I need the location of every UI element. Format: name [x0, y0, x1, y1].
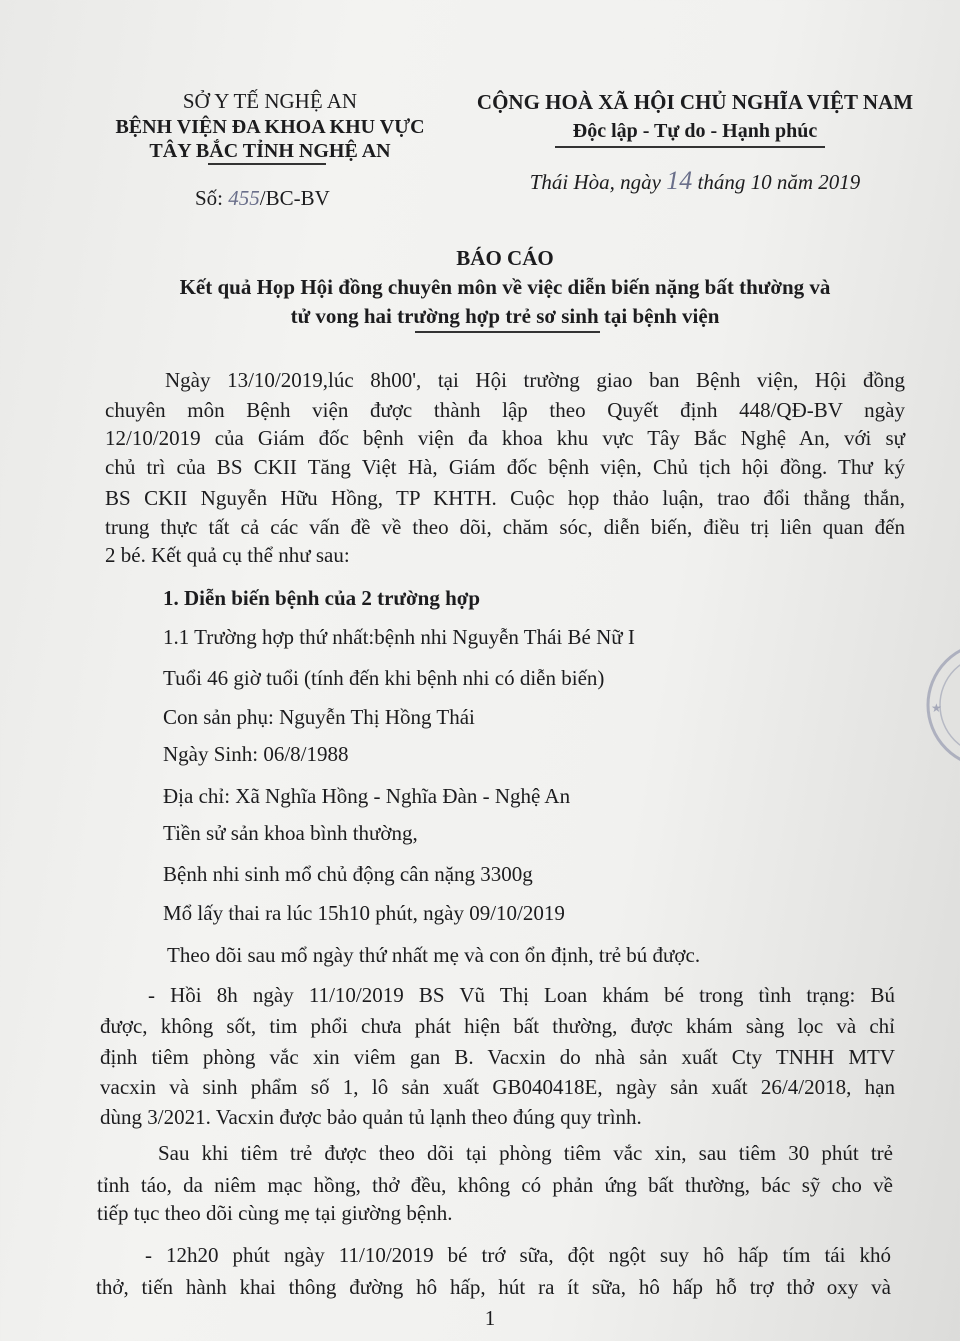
intro-paragraph-line: trung thực tất cả các vấn đề về theo dõi, chăm sóc, diễn biến, điều trị liên quan đến	[105, 515, 905, 539]
intro-paragraph-line: chuyên môn Bệnh viện được thành lập theo Quyết định 448/QĐ-BV ngày	[105, 398, 905, 422]
hospital-name-line2: TÂY BẮC TỈNH NGHỆ AN	[149, 140, 391, 162]
motto-underline	[555, 146, 825, 148]
official-stamp-icon	[915, 640, 960, 790]
case-detail-item: Mổ lấy thai ra lúc 15h10 phút, ngày 09/10/2019	[163, 901, 565, 925]
event-paragraph-line: - 12h20 phút ngày 11/10/2019 bé trớ sữa, đột ngột suy hô hấp tím tái khó	[145, 1243, 891, 1267]
section-heading: 1. Diễn biến bệnh của 2 trường hợp	[163, 586, 481, 610]
number-prefix: Số:	[195, 186, 224, 210]
post-injection-paragraph-line: tỉnh táo, da niêm mạc hồng, thở đều, không có phản ứng bất thường, bác sỹ cho về	[97, 1173, 893, 1197]
title-underline	[415, 331, 600, 333]
hospital-name-line1: BỆNH VIỆN ĐA KHOA KHU VỰC	[115, 116, 425, 138]
date-line	[500, 168, 890, 195]
intro-paragraph-line: BS CKII Nguyễn Hữu Hồng, TP KHTH. Cuộc họp thảo luận, trao đổi thẳng thắn,	[105, 486, 905, 510]
intro-paragraph-line: chủ trì của BS CKII Tăng Việt Hà, Giám đốc bệnh viện, Chủ tịch hội đồng. Thư ký	[105, 455, 905, 479]
page-number: 1	[484, 1306, 496, 1330]
ministry-name: SỞ Y TẾ NGHỆ AN	[182, 89, 358, 113]
exam-paragraph-line: - Hồi 8h ngày 11/10/2019 BS Vũ Thị Loan khám bé trong tình trạng: Bú	[148, 983, 895, 1007]
case-detail-item: Tuổi 46 giờ tuổi (tính đến khi bệnh nhi có diễn biến)	[163, 666, 605, 690]
case-detail-item: Địa chỉ: Xã Nghĩa Hồng - Nghĩa Đàn - Nghệ An	[163, 784, 571, 808]
date-prefix: Thái Hòa, ngày	[529, 170, 661, 194]
header-left-underline	[208, 163, 326, 165]
intro-paragraph-line: 12/10/2019 của Giám đốc bệnh viện đa khoa khu vực Tây Bắc Nghệ An, với sự	[105, 426, 905, 450]
case-detail-item: Tiền sử sản khoa bình thường,	[163, 821, 418, 845]
document-number	[195, 185, 330, 211]
date-day-handwritten: 14	[666, 166, 693, 195]
svg-text:★: ★	[931, 701, 942, 715]
date-suffix: tháng 10 năm 2019	[697, 170, 861, 194]
motto: Độc lập - Tự do - Hạnh phúc	[572, 120, 818, 142]
case-detail-item: 1.1 Trường hợp thứ nhất:bệnh nhi Nguyễn Thái Bé Nữ I	[163, 625, 635, 649]
report-subtitle-line2: tử vong hai trường hợp trẻ sơ sinh tại bệnh viện	[290, 304, 720, 328]
case-detail-item: Bệnh nhi sinh mổ chủ động cân nặng 3300g	[163, 862, 533, 886]
report-title: BÁO CÁO	[456, 246, 554, 270]
intro-paragraph-line: Ngày 13/10/2019,lúc 8h00', tại Hội trường giao ban Bệnh viện, Hội đồng	[165, 368, 905, 392]
post-injection-paragraph-line: Sau khi tiêm trẻ được theo dõi tại phòng tiêm vắc xin, sau tiêm 30 phút trẻ	[158, 1141, 893, 1165]
case-detail-item: Con sản phụ: Nguyễn Thị Hồng Thái	[163, 705, 475, 729]
intro-paragraph-line: 2 bé. Kết quả cụ thể như sau:	[105, 543, 350, 567]
case-detail-item: Ngày Sinh: 06/8/1988	[163, 742, 349, 766]
exam-paragraph-line: dùng 3/2021. Vacxin được bảo quản tủ lạnh theo đúng quy trình.	[100, 1105, 642, 1129]
exam-paragraph-line: định tiêm phòng vắc xin viêm gan B. Vacxin do nhà sản xuất Cty TNHH MTV	[100, 1045, 895, 1069]
number-handwritten: 455	[228, 186, 260, 210]
report-subtitle-line1: Kết quả Họp Hội đồng chuyên môn về việc diễn biến nặng bất thường và	[179, 275, 831, 299]
number-suffix: /BC-BV	[259, 186, 330, 210]
post-injection-paragraph-line: tiếp tục theo dõi cùng mẹ tại giường bệnh.	[97, 1201, 453, 1225]
event-paragraph-line: thở, tiến hành khai thông đường hô hấp, hút ra ít sữa, hô hấp hỗ trợ thở oxy và	[96, 1275, 891, 1299]
nation-name: CỘNG HOÀ XÃ HỘI CHỦ NGHĨA VIỆT NAM	[476, 90, 914, 114]
case-detail-item: Theo dõi sau mổ ngày thứ nhất mẹ và con ổn định, trẻ bú được.	[167, 943, 701, 967]
exam-paragraph-line: được, không sốt, tim phổi chưa phát hiện bất thường, được khám sàng lọc và chỉ	[100, 1014, 895, 1038]
exam-paragraph-line: vacxin và sinh phẩm số 1, lô sản xuất GB040418E, ngày sản xuất 26/4/2018, hạn	[100, 1075, 895, 1099]
